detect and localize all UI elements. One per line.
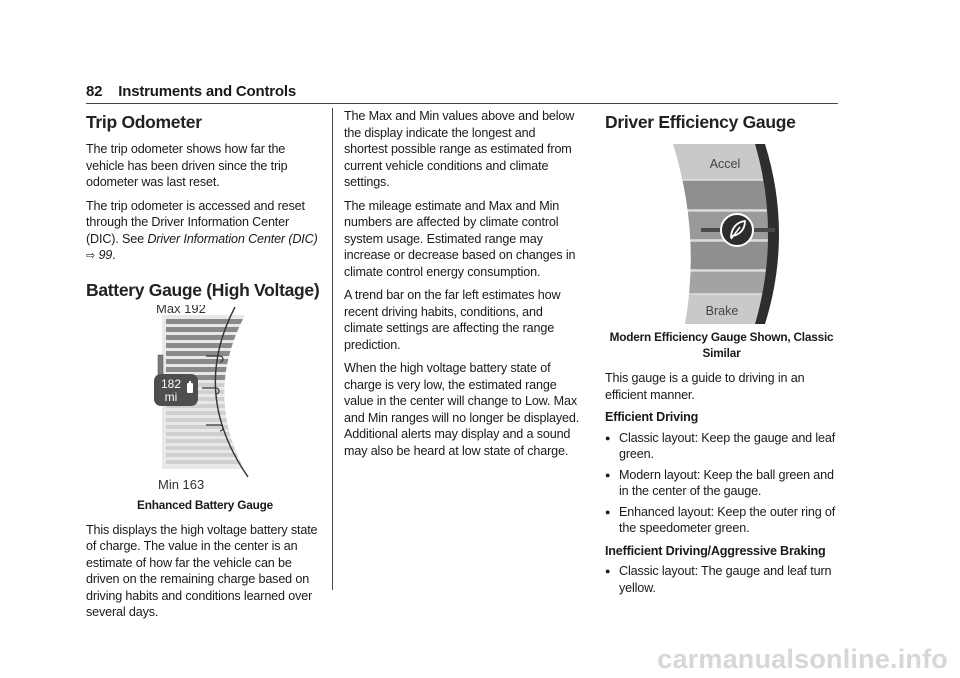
battery-gauge-p1: This displays the high voltage battery state of charge. The value in the center is an estimate of how far the vehicle can be driven on the remaining charge based on driving habits and conditions learned over several days. xyxy=(86,522,318,619)
range-unit: mi xyxy=(164,389,178,404)
efficient-driving-heading: Efficient Driving xyxy=(605,410,699,424)
dic-link[interactable]: Driver Information Center (DIC) xyxy=(147,231,318,246)
col2-p3: A trend bar on the far left estimates how recent driving habits, conditions, and climate settings are affecting the range prediction. xyxy=(344,288,561,352)
col2-p1: The Max and Min values above and below the display indicate the longest and shortest possible range as estimated from current vehicle conditions and climate settings. xyxy=(344,109,575,189)
page-header xyxy=(86,83,296,100)
column-1 xyxy=(86,108,324,621)
efficiency-gauge-figure xyxy=(605,136,838,324)
range-value: 182 xyxy=(160,376,182,391)
watermark: carmanualsonline.info xyxy=(657,644,948,674)
page-number: 82 xyxy=(86,83,103,100)
min-label: Min 163 xyxy=(158,476,205,491)
column-2 xyxy=(344,108,580,459)
inefficient-item-1: ● Classic layout: The gauge and leaf turn yellow. xyxy=(605,563,838,596)
accel-label: Accel xyxy=(709,157,741,171)
efficiency-p1: This gauge is a guide to driving in an efficient manner. xyxy=(605,371,805,402)
battery-gauge-heading: Battery Gauge (High Voltage) xyxy=(86,279,320,300)
efficient-item-3: ● Enhanced layout: Keep the outer ring of the speedometer green. xyxy=(605,504,838,537)
efficient-item-2: ● Modern layout: Keep the ball green and in the center of the gauge. xyxy=(605,467,838,500)
battery-gauge-caption: Enhanced Battery Gauge xyxy=(137,497,273,512)
brake-label: Brake xyxy=(705,304,739,318)
page-ref-arrow-icon: ⇨ xyxy=(86,250,96,262)
max-label: Max 192 xyxy=(156,304,206,316)
trip-p2-end: . xyxy=(112,248,116,262)
section-title: Instruments and Controls xyxy=(118,83,296,100)
col2-p2: The mileage estimate and Max and Min numbers are affected by climate control system usage. Estimated range may increase or decrease based on changes in climate control energy consumption. xyxy=(344,198,576,279)
col2-p4: When the high voltage battery state of charge is very low, the estimated range value in the center will change to Low. Max and Min ranges will no longer be displayed. Additional alerts may display and a sound may also be heard at low state of charge. xyxy=(344,361,580,458)
column-divider xyxy=(332,108,333,590)
trip-p2-text: The trip odometer is accessed and reset through the Driver Information Center (DIC). See xyxy=(86,198,305,246)
efficiency-gauge-heading: Driver Efficiency Gauge xyxy=(605,112,796,132)
dic-page-ref[interactable]: 99 xyxy=(98,248,113,262)
trip-odometer-p2 xyxy=(86,198,324,265)
header-rule xyxy=(86,103,838,104)
battery-gauge-figure xyxy=(86,305,324,491)
efficient-item-1: ● Classic layout: Keep the gauge and leaf green. xyxy=(605,430,838,463)
column-3 xyxy=(605,108,838,596)
trip-odometer-p1: The trip odometer shows how far the vehicle has been driven since the trip odometer was last reset. xyxy=(86,142,288,189)
inefficient-driving-heading: Inefficient Driving/Aggressive Braking xyxy=(605,543,826,558)
trip-odometer-heading: Trip Odometer xyxy=(86,112,202,132)
efficiency-gauge-caption: Modern Efficiency Gauge Shown, Classic Similar xyxy=(609,330,834,360)
